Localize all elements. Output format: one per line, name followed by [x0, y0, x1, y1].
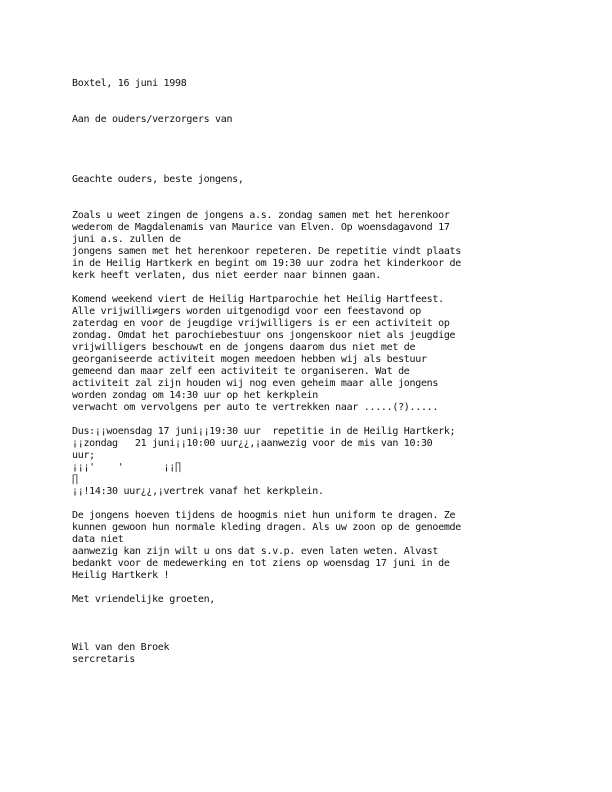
- text-line: zondag. Omdat het parochiebestuur ons jongenskoor niet als jeugdige: [72, 330, 456, 341]
- text-line: juni a.s. zullen de: [72, 234, 181, 245]
- schedule-line: ∏: [72, 474, 78, 485]
- text-line: Zoals u weet zingen de jongens a.s. zondag samen met het herenkoor: [72, 210, 450, 221]
- text-line: verwacht om vervolgens per auto te vertrekken naar .....(?).....: [72, 402, 439, 413]
- text-line: wederom de Magdalenamis van Maurice van Elven. Op woensdagavond 17: [72, 222, 450, 233]
- text-line: kerk heeft verlaten, dus niet eerder naar binnen gaan.: [72, 270, 381, 281]
- text-line: De jongens hoeven tijdens de hoogmis niet hun uniform te dragen. Ze: [72, 510, 456, 521]
- text-line: jongens samen met het herenkoor repeteren. De repetitie vindt plaats: [72, 246, 461, 257]
- schedule-line: ¡¡!14:30 uur¿¿,¡vertrek vanaf het kerkplein.: [72, 486, 324, 497]
- signature-name: Wil van den Broek: [72, 642, 170, 653]
- text-line: vrijwilligers beschouwt en de jongens daarom dus niet met de: [72, 342, 416, 353]
- schedule-line: ¡¡¡' ' ¡¡∏: [72, 462, 181, 473]
- text-line: kunnen gewoon hun normale kleding dragen. Als uw zoon op de genoemde: [72, 522, 461, 533]
- text-line: activiteit zal zijn houden wij nog even geheim maar alle jongens: [72, 378, 439, 389]
- text-line: Komend weekend viert de Heilig Hartparochie het Heilig Hartfeest.: [72, 294, 444, 305]
- schedule-line: ¡¡zondag 21 juni¡¡10:00 uur¿¿,¡aanwezig voor de mis van 10:30: [72, 438, 433, 449]
- text-line: worden zondag om 14:30 uur op het kerkplein: [72, 390, 318, 401]
- text-line: zaterdag en voor de jeugdige vrijwilligers is er een activiteit op: [72, 318, 450, 329]
- place-date: Boxtel, 16 juni 1998: [72, 78, 187, 89]
- text-line: bedankt voor de medewerking en tot ziens op woensdag 17 juni in de: [72, 558, 450, 569]
- text-line: Heilig Hartkerk !: [72, 570, 170, 581]
- schedule-line: Dus:¡¡woensdag 17 juni¡¡19:30 uur repetitie in de Heilig Hartkerk;: [72, 426, 456, 437]
- text-line: Alle vrijwilli≠gers worden uitgenodigd voor een feestavond op: [72, 306, 421, 317]
- salutation: Geachte ouders, beste jongens,: [72, 174, 244, 185]
- closing: Met vriendelijke groeten,: [72, 594, 216, 605]
- text-line: in de Heilig Hartkerk en begint om 19:30 uur zodra het kinderkoor de: [72, 258, 461, 269]
- text-line: data niet: [72, 534, 124, 545]
- signature-title: sercretaris: [72, 654, 135, 665]
- text-line: georganiseerde activiteit mogen meedoen hebben wij als bestuur: [72, 354, 427, 365]
- schedule-line: uur;: [72, 450, 95, 461]
- text-line: gemeend dan maar zelf een activiteit te organiseren. Wat de: [72, 366, 410, 377]
- text-line: aanwezig kan zijn wilt u ons dat s.v.p. even laten weten. Alvast: [72, 546, 439, 557]
- addressee: Aan de ouders/verzorgers van: [72, 114, 233, 125]
